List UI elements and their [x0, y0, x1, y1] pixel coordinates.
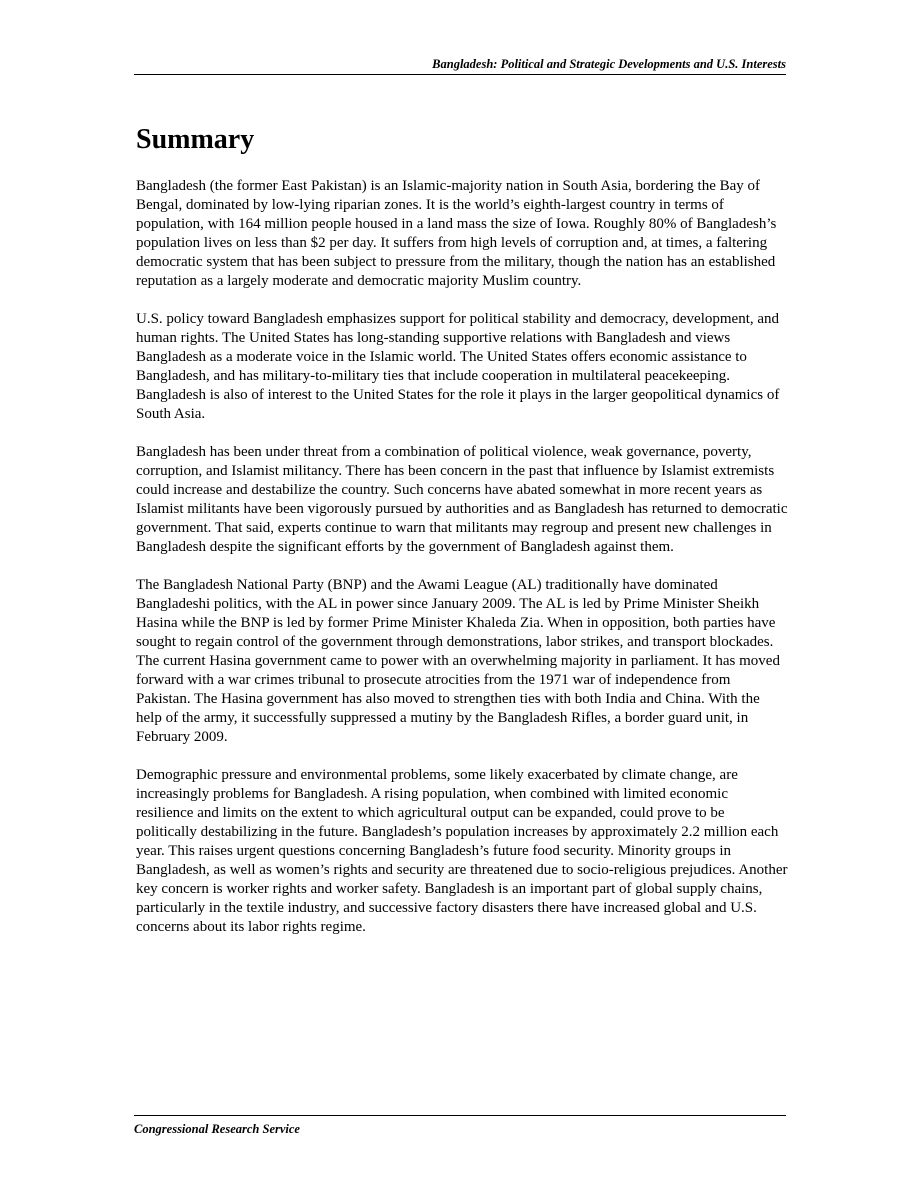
running-header-title: Bangladesh: Political and Strategic Developments and U.S. Interests: [134, 55, 786, 75]
page-title: Summary: [136, 124, 255, 155]
summary-paragraph: U.S. policy toward Bangladesh emphasizes support for political stability and democracy, development, and human rights. The United States has long-standing supportive relations with Bangladesh and views Bangladesh as a moderate voice in the Islamic world. The United States offers economic assistance to Bangladesh, and has military-to-military ties that include cooperation in multilateral peacekeeping. Bangladesh is also of interest to the United States for the role it plays in the larger geopolitical dynamics of South Asia.: [136, 311, 780, 422]
summary-body: [136, 177, 788, 956]
summary-paragraph: The Bangladesh National Party (BNP) and the Awami League (AL) traditionally have dominated Bangladeshi politics, with the AL in power since January 2009. The AL is led by Prime Minister Sheikh Hasina while the BNP is led by former Prime Minister Khaleda Zia. When in opposition, both parties have sought to regain control of the government through demonstrations, labor strikes, and transport blockades. The current Hasina government came to power with an overwhelming majority in parliament. It has moved forward with a war crimes tribunal to prosecute atrocities from the 1971 war of independence from Pakistan. The Hasina government has also moved to strengthen ties with both India and China. With the help of the army, it successfully suppressed a mutiny by the Bangladesh Rifles, a border guard unit, in February 2009.: [136, 577, 780, 745]
summary-paragraph: Demographic pressure and environmental problems, some likely exacerbated by climate change, are increasingly problems for Bangladesh. A rising population, when combined with limited economic resilience and limits on the extent to which agricultural output can be expanded, could prove to be politically destabilizing in the future. Bangladesh’s population increases by approximately 2.2 million each year. This raises urgent questions concerning Bangladesh’s future food security. Minority groups in Bangladesh, as well as women’s rights and security are threatened due to socio-religious prejudices. Another key concern is worker rights and worker safety. Bangladesh is an important part of global supply chains, particularly in the textile industry, and successive factory disasters there have increased global and U.S. concerns about its labor rights regime.: [136, 767, 788, 935]
summary-paragraph: Bangladesh has been under threat from a combination of political violence, weak governance, poverty, corruption, and Islamist militancy. There has been concern in the past that influence by Islamist extremists could increase and destabilize the country. Such concerns have abated somewhat in more recent years as Islamist militants have been vigorously pursued by authorities and as Bangladesh has returned to democratic government. That said, experts continue to warn that militants may regroup and present new challenges in Bangladesh despite the significant efforts by the government of Bangladesh against them.: [136, 444, 788, 555]
summary-paragraph: Bangladesh (the former East Pakistan) is an Islamic-majority nation in South Asia, bordering the Bay of Bengal, dominated by low-lying riparian zones. It is the world’s eighth-largest country in terms of population, with 164 million people housed in a land mass the size of Iowa. Roughly 80% of Bangladesh’s population lives on less than $2 per day. It suffers from high levels of corruption and, at times, a faltering democratic system that has been subject to pressure from the military, though the nation has an established reputation as a largely moderate and democratic majority Muslim country.: [136, 178, 777, 289]
footer-organization: Congressional Research Service: [134, 1115, 786, 1138]
